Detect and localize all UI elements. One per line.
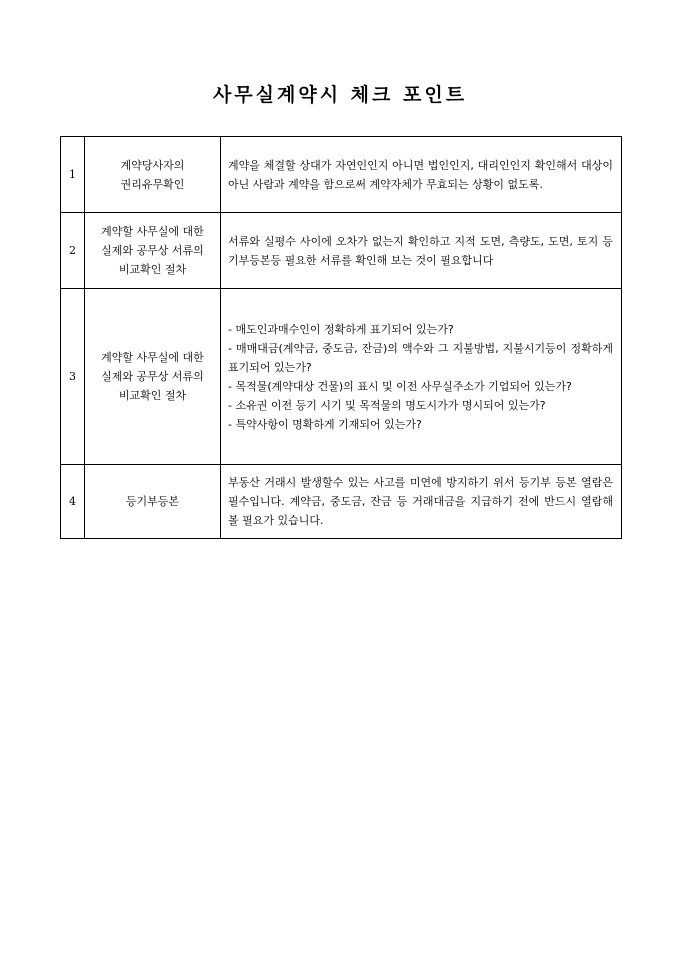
check-item-line: 계약할 사무실에 대한 [101,225,204,238]
check-item-line: 실제와 공무상 서류의 [101,244,204,257]
description-text: 계약을 체결할 상대가 자연인인지 아니면 법인인지, 대리인인지 확인해서 대상이 아닌 사람과 계약을 함으로써 계약자체가 무효되는 상황이 없도록. [228,158,613,191]
check-item-line: 비교확인 절차 [118,263,187,276]
check-item-line: 계약당사자의 [120,158,185,172]
check-item-line: 실제와 공무상 서류의 [101,370,204,383]
row-number: 2 [61,213,85,289]
checklist-bullet: - 목적물(계약대상 건물)의 표시 및 이전 사무실주소가 기업되어 있는가? [228,379,572,393]
checklist-bullet: - 특약사항이 명확하게 기재되어 있는가? [228,417,422,431]
checklist-bullet: - 매매대금(계약금, 중도금, 잔금)의 액수와 그 지불방법, 지불시기등이 정확하게 표기되어 있는가? [228,341,613,374]
description-text: 부동산 거래시 발생할수 있는 사고를 미연에 방지하기 위서 등기부 등본 열람은 필수입니다. 계약금, 중도금, 잔금 등 거래대금을 지급하기 전에 반드시 열람해 볼 필요가 있습니다. [228,476,613,527]
check-item [85,137,221,213]
page-title: 사무실계약시 체크 포인트 [212,84,468,106]
row-number: 3 [61,289,85,465]
check-item-line: 권리유무확인 [120,177,185,191]
check-item [85,289,221,465]
check-item [85,213,221,289]
description-text: 서류와 실평수 사이에 오차가 없는지 확인하고 지적 도면, 측량도, 도면, 토지 등기부등본등 필요한 서류를 확인해 보는 것이 필요합니다 [228,234,613,267]
table-row [61,289,622,465]
table-row [61,137,622,213]
row-number: 1 [61,137,85,213]
check-description [221,289,622,465]
table-row [61,465,622,539]
checklist-bullet: - 소유권 이전 등기 시기 및 목적물의 명도시가가 명시되어 있는가? [228,398,546,412]
checklist-bullet: - 매도인과매수인이 정확하게 표기되어 있는가? [228,322,454,336]
checklist-table [60,136,622,539]
check-description [221,213,622,289]
check-description [221,465,622,539]
check-item-line: 등기부등본 [125,495,180,508]
check-item-line: 계약할 사무실에 대한 [101,351,204,364]
table-row [61,213,622,289]
check-item [85,465,221,539]
row-number: 4 [61,465,85,539]
check-item-line: 비교확인 절차 [118,389,187,402]
check-description [221,137,622,213]
